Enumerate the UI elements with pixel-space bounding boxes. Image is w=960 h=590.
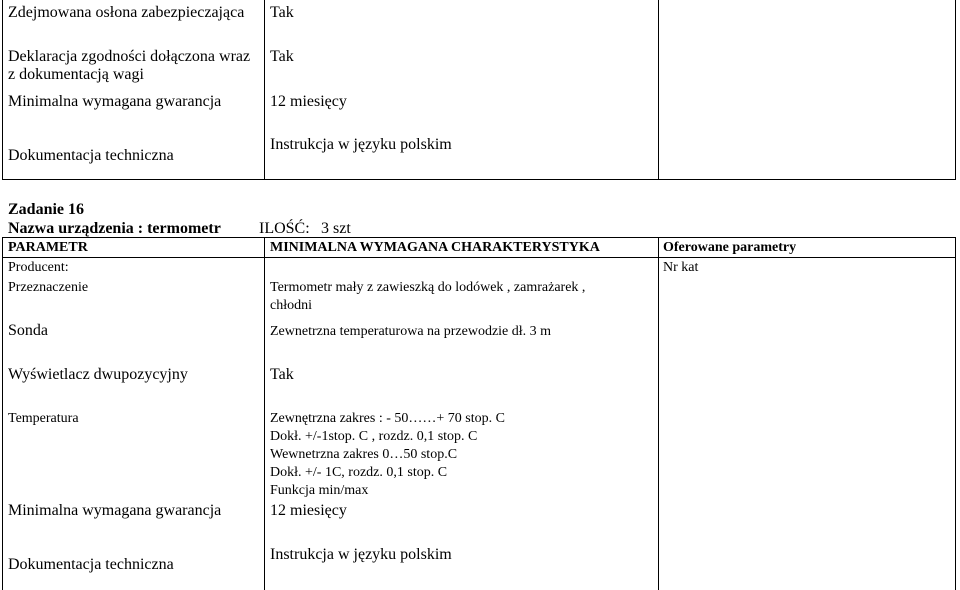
purpose-label: Przeznaczenie: [8, 280, 89, 295]
main-table-divider-1: [264, 237, 265, 590]
top-table-border-right: [955, 0, 956, 180]
temperature-value-line: Dokł. +/- 1C, rozdz. 0,1 stop. C: [270, 465, 448, 480]
row-cover-value: Tak: [270, 4, 294, 21]
row-warranty-value: 12 miesięcy: [270, 93, 347, 110]
row-declaration-value: Tak: [270, 48, 294, 65]
row-docs-value: Instrukcja w języku polskim: [270, 136, 452, 153]
row-cover-label: Zdejmowana osłona zabezpieczająca: [8, 4, 245, 21]
docs-value: Instrukcja w języku polskim: [270, 546, 452, 563]
main-table-border-right: [955, 237, 956, 590]
purpose-value-line1: Termometr mały z zawieszką do lodówek , zamrażarek ,: [270, 280, 586, 295]
row-docs-label: Dokumentacja techniczna: [8, 147, 174, 164]
header-parameter: PARAMETR: [8, 240, 88, 255]
temperature-label: Temperatura: [8, 411, 79, 426]
catalog-number-label: Nr kat: [663, 260, 699, 275]
temperature-value-line: Dokł. +/-1stop. C , rozdz. 0,1 stop. C: [270, 429, 478, 444]
main-table-border-left: [2, 237, 3, 590]
header-min-requirements: MINIMALNA WYMAGANA CHARAKTERYSTYKA: [270, 240, 600, 255]
task-title: Zadanie 16: [8, 201, 85, 218]
main-table-divider-2: [658, 237, 659, 590]
row-declaration-label-line1: Deklaracja zgodności dołączona wraz: [8, 48, 251, 65]
display-label: Wyświetlacz dwupozycyjny: [8, 366, 188, 383]
producer-label: Producent:: [8, 260, 69, 275]
header-offered-parameters: Oferowane parametry: [663, 240, 797, 255]
top-table-border-mid: [658, 0, 659, 180]
purpose-value-line2: chłodni: [270, 298, 312, 313]
row-warranty-label: Minimalna wymagana gwarancja: [8, 93, 222, 110]
header-row-bottom: [2, 257, 956, 258]
top-table-border-left: [2, 0, 3, 180]
display-value: Tak: [270, 366, 294, 383]
probe-label: Sonda: [8, 322, 48, 339]
temperature-value-line: Wewnetrzna zakres 0…50 stop.C: [270, 447, 458, 462]
main-table-border-top: [2, 237, 956, 238]
warranty-value: 12 miesięcy: [270, 502, 347, 519]
warranty-label: Minimalna wymagana gwarancja: [8, 502, 222, 519]
temperature-value-line: Funkcja min/max: [270, 483, 369, 498]
quantity-label: ILOŚĆ:: [259, 220, 310, 237]
top-table-border-bottom: [2, 179, 956, 180]
quantity-value: 3 szt: [321, 220, 351, 237]
top-table-divider: [264, 0, 265, 180]
temperature-value-line: Zewnętrzna zakres : - 50……+ 70 stop. C: [270, 411, 505, 426]
device-name-label: Nazwa urządzenia : termometr: [8, 220, 221, 237]
docs-label: Dokumentacja techniczna: [8, 556, 174, 573]
row-declaration-label-line2: z dokumentacją wagi: [8, 66, 144, 83]
probe-value: Zewnetrzna temperaturowa na przewodzie dł. 3 m: [270, 324, 552, 339]
